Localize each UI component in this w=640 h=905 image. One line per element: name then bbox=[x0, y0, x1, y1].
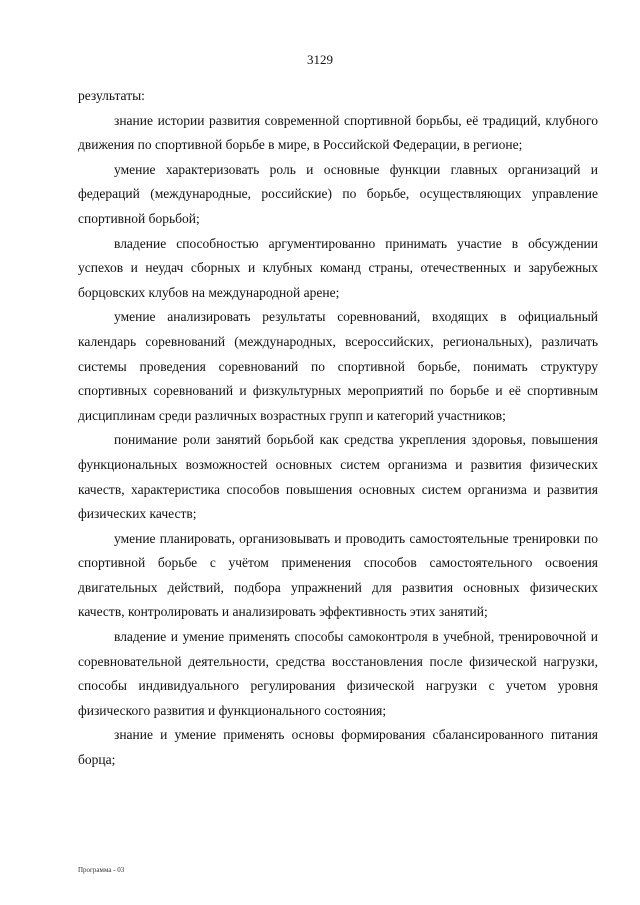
paragraph: знание и умение применять основы формирования сбалансированного питания борца; bbox=[78, 727, 598, 768]
paragraph: умение планировать, организовывать и проводить самостоятельные тренировки по спортивной борьбе с учётом применения способов самостоятельного освоения двигательных действий, подбора упражнений для развития основных физических качеств, контролировать и анализировать эффективность этих занятий; bbox=[78, 530, 598, 620]
document-body bbox=[78, 84, 598, 773]
paragraph: владение способностью аргументированно принимать участие в обсуждении успехов и неудач сборных и клубных команд страны, отечественных и зарубежных борцовских клубов на международной арене; bbox=[78, 235, 598, 300]
footer-label: Программа - 03 bbox=[78, 866, 125, 874]
page-number: 3129 bbox=[307, 52, 333, 67]
paragraph: владение и умение применять способы самоконтроля в учебной, тренировочной и соревновательной деятельности, средства восстановления после физической нагрузки, способы индивидуального регулирования физической нагрузки с учетом уровня физического развития и функционального состояния; bbox=[78, 629, 598, 718]
paragraph: умение анализировать результаты соревнований, входящих в официальный календарь соревнований (международных, всероссийских, региональных), различать системы проведения соревнований по спортивной борьбе, понимать структуру спортивных соревнований и физкультурных мероприятий по борьбе и её спортивным дисциплинам среди различных возрастных групп и категорий участников; bbox=[78, 309, 598, 423]
paragraph: знание истории развития современной спортивной борьбы, её традиций, клубного движения по спортивной борьбе в мире, в Российской Федерации, в регионе; bbox=[78, 112, 598, 153]
paragraph: умение характеризовать роль и основные функции главных организаций и федераций (международные, российские) по борьбе, осуществляющих управление спортивной борьбой; bbox=[78, 161, 598, 226]
paragraph: понимание роли занятий борьбой как средства укрепления здоровья, повышения функциональных возможностей основных систем организма и развития физических качеств, характеристика способов повышения основных систем организма и развития физических качеств; bbox=[78, 432, 598, 522]
intro-line: результаты: bbox=[78, 88, 145, 103]
